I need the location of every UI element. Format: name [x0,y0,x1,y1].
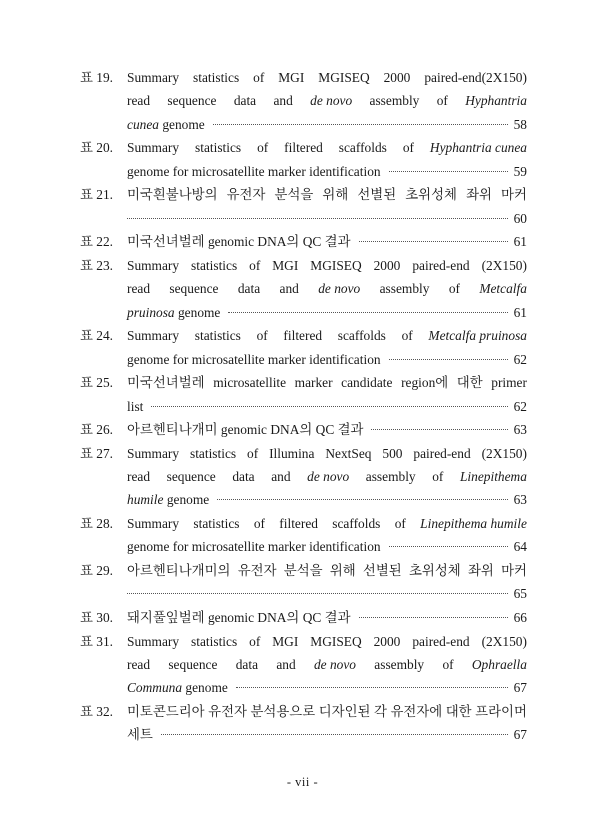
title-word: 선별된 [362,563,402,579]
page-number[interactable]: 59 [513,163,527,179]
title-word: 마커 [501,187,527,203]
title-word: primer [491,375,527,391]
title-word: 유전자 [237,563,277,579]
title-word: MGISEQ [310,633,362,649]
entry-title-line [127,630,527,653]
dot-leader [127,218,508,219]
title-word: of [436,93,448,109]
title-word: of [249,633,261,649]
species-name-italic: de novo [313,657,356,673]
title-word: of [253,70,265,85]
title-word: genome for microsatellite marker identification [127,539,381,555]
table-number-label: 표 30. [80,610,114,626]
title-word: 프라이머 [475,704,527,720]
title-word: 500 [382,445,403,461]
toc-entry[interactable] [80,136,527,183]
title-word: 돼지풀잎벌레 genomic DNA의 QC 결과 [127,610,351,626]
page-number-footer: - vii - [286,775,319,789]
title-word: paired-end(2X150) [424,70,527,85]
title-word: and [276,657,296,673]
entry-title-line [127,488,527,511]
title-word: genome [166,492,210,508]
table-number-label: 표 27. [80,445,114,461]
title-word: Summary [127,516,180,532]
toc-entry[interactable] [80,230,527,253]
page-number[interactable]: 63 [513,492,527,508]
entry-title-line [127,442,527,465]
title-word: paired-end [412,257,470,273]
entry-title-line [127,89,527,112]
title-word: assembly [365,469,416,485]
page-number[interactable]: 62 [513,398,527,414]
title-word: of [448,281,460,297]
toc-entry[interactable] [80,442,527,512]
table-of-contents-list [80,66,527,747]
dot-leader [359,617,508,618]
entry-title-line [127,113,527,136]
species-name-italic: Linepithema [459,469,527,485]
toc-entry[interactable] [80,183,527,230]
toc-entry[interactable] [80,324,527,371]
title-word: marker [294,375,333,391]
title-word: read [127,93,151,109]
entry-title-line [127,207,527,230]
table-number-label: 표 24. [80,328,114,344]
dot-leader [228,312,508,313]
title-word: 초위성체 [408,563,461,579]
title-word: 미국선녀벌레 [127,375,205,391]
table-number-label: 표 23. [80,257,114,273]
dot-leader [389,546,508,547]
title-word: region에 [401,375,449,391]
title-word: of [249,257,261,273]
species-name-italic: Metcalfa pruinosa [428,328,527,344]
title-word: 선별된 [357,187,397,203]
title-word: (2X150) [481,445,527,461]
title-word: 대한 [456,375,483,391]
dot-leader [213,124,508,125]
title-word: 미토콘드리아 [127,704,205,720]
title-word: and [273,93,293,109]
title-word: filtered [283,328,323,344]
table-number-label: 표 32. [80,704,114,720]
toc-entry[interactable] [80,418,527,441]
title-word: read [127,469,151,485]
species-name-italic: Communa [127,680,183,696]
title-word: scaffolds [338,140,387,156]
entry-title-line [127,700,527,723]
title-word: Summary [127,633,180,649]
title-word: list [127,398,144,414]
title-word: read [127,657,151,673]
title-word: 초위성체 [405,187,457,203]
dot-leader [371,429,508,430]
title-word: genome [162,116,205,132]
title-word: 좌위 [467,563,494,579]
title-word: 아르헨티나개미 genomic DNA의 QC 결과 [127,422,364,438]
title-word: 분석을 [274,187,314,203]
title-word: assembly [379,281,430,297]
table-number-label: 표 29. [80,563,114,579]
dot-leader [151,406,508,407]
title-word: microsatellite [213,375,287,391]
entry-title-line [127,348,527,371]
species-name-italic: Linepithema humile [420,516,527,532]
entry-title-line [127,535,527,558]
title-word: genome [185,680,228,696]
species-name-italic: de novo [310,93,353,109]
title-word: genome for microsatellite marker identification [127,163,381,179]
title-word: sequence [167,93,217,109]
toc-entry[interactable] [80,254,527,324]
title-word: statistics [193,516,240,532]
title-word: of [394,516,406,532]
title-word: MGISEQ [310,257,362,273]
title-word: 대한 [445,704,472,720]
title-word: genome [177,304,221,320]
title-word: statistics [194,328,241,344]
entry-title-line [127,582,527,605]
toc-entry[interactable] [80,630,527,700]
entry-title-line [127,136,527,159]
species-name-italic: Hyphantria cunea [429,140,527,156]
dot-leader [127,593,508,594]
table-number-label: 표 22. [80,234,114,250]
title-word: MGI [272,633,299,649]
entry-title-line [127,676,527,699]
species-name-italic: de novo [307,469,350,485]
entry-title-line [127,512,527,535]
title-word: and [279,281,299,297]
title-word: statistics [195,140,242,156]
title-word: MGISEQ [318,70,370,85]
species-name-italic: cunea [127,116,159,132]
table-number-label: 표 26. [80,422,114,438]
title-word: candidate [341,375,393,391]
table-number-label: 표 31. [80,633,114,649]
dot-leader [217,499,508,500]
title-word: Summary [127,70,180,85]
title-word: of [432,469,444,485]
title-word: data [233,93,257,109]
title-word: statistics [191,633,238,649]
title-word: 미국흰불나방의 [127,187,218,203]
table-number-label: 표 25. [80,375,114,391]
title-word: 미국선녀벌레 genomic DNA의 QC 결과 [127,234,351,250]
title-word: of [256,328,268,344]
title-word: of [402,140,414,156]
title-word: data [237,281,261,297]
title-word: 2000 [373,633,401,649]
toc-entry[interactable] [80,559,527,606]
entry-title-line [127,465,527,488]
title-word: Summary [127,328,180,344]
dot-leader [359,241,508,242]
title-word: (2X150) [481,633,527,649]
title-word: Illumina [269,445,315,461]
table-number-label: 표 21. [80,187,114,203]
title-word: assembly [374,657,425,673]
title-word: Summary [127,257,180,273]
page-number[interactable]: 60 [513,210,527,226]
title-word: sequence [166,469,216,485]
page-number[interactable]: 64 [513,539,527,555]
title-word: filtered [279,516,318,532]
page-number[interactable]: 67 [513,680,527,696]
entry-title-line [127,371,527,394]
species-name-italic: Metcalfa [479,281,527,297]
title-word: of [257,140,269,156]
title-word: 유전자 [208,704,247,720]
title-word: Summary [127,140,180,156]
entry-title-line [127,324,527,347]
title-word: of [247,445,259,461]
title-word: data [235,657,259,673]
title-word: 2000 [373,257,401,273]
title-word: statistics [191,257,238,273]
dot-leader [236,687,508,688]
title-word: 세트 [127,727,153,743]
page-number[interactable]: 61 [513,304,527,320]
dot-leader [389,171,508,172]
title-word: genome for microsatellite marker identification [127,351,381,367]
title-word: sequence [169,281,219,297]
page-number[interactable]: 61 [513,234,527,250]
page-number[interactable]: 65 [513,586,527,602]
toc-entry[interactable] [80,512,527,559]
species-name-italic: Ophraella [471,657,527,673]
title-word: statistics [193,70,240,85]
toc-entry[interactable] [80,700,527,747]
title-word: MGI [272,257,299,273]
entry-title-line [127,254,527,277]
title-word: 위해 [322,187,349,203]
title-word: scaffolds [332,516,381,532]
title-word: 마커 [501,563,527,579]
title-word: 디자인된 [318,704,371,720]
toc-entry[interactable] [80,371,527,418]
toc-entry[interactable] [80,606,527,629]
title-word: 분석용으로 [250,704,316,720]
title-word: 아르헨티나개미의 [127,563,231,579]
title-word: 유전자 [226,187,266,203]
title-word: (2X150) [481,257,527,273]
entry-title-line [127,395,527,418]
title-word: 2000 [383,70,411,85]
entry-title-line [127,66,527,89]
title-word: sequence [168,657,218,673]
title-word: of [401,328,413,344]
title-word: of [253,516,265,532]
entry-title-line [127,559,527,582]
toc-entry[interactable] [80,66,527,136]
title-word: paired-end [413,445,471,461]
species-name-italic: humile [127,492,164,508]
species-name-italic: de novo [318,281,361,297]
title-word: MGI [278,70,305,85]
title-word: assembly [369,93,420,109]
title-word: 각 [374,704,387,720]
title-word: statistics [189,445,237,461]
page-number[interactable]: 63 [513,422,527,438]
entry-title-line [127,230,527,253]
title-word: and [271,469,291,485]
table-number-label: 표 20. [80,140,114,156]
table-number-label: 표 19. [80,70,114,85]
title-word: NextSeq [325,445,372,461]
entry-title-line [127,160,527,183]
dot-leader [161,734,508,735]
page-number[interactable]: 66 [513,610,527,626]
entry-title-line [127,653,527,676]
species-name-italic: Hyphantria [465,93,527,109]
title-word: 유전자에 [390,704,443,720]
entry-title-line [127,183,527,206]
title-word: 분석을 [283,563,323,579]
entry-title-line [127,606,527,629]
title-word: scaffolds [337,328,386,344]
title-word: of [442,657,454,673]
page-number[interactable]: 58 [513,116,527,132]
page-number[interactable]: 67 [513,727,527,743]
entry-title-line [127,418,527,441]
title-word: 위해 [329,563,356,579]
entry-title-line [127,301,527,324]
title-word: Summary [127,445,180,461]
entry-title-line [127,277,527,300]
entry-title-line [127,723,527,746]
title-word: paired-end [412,633,470,649]
title-word: filtered [284,140,323,156]
dot-leader [389,359,508,360]
title-word: read [127,281,151,297]
page-number[interactable]: 62 [513,351,527,367]
table-number-label: 표 28. [80,516,114,532]
species-name-italic: pruinosa [127,304,175,320]
title-word: 좌위 [466,187,492,203]
title-word: data [232,469,255,485]
